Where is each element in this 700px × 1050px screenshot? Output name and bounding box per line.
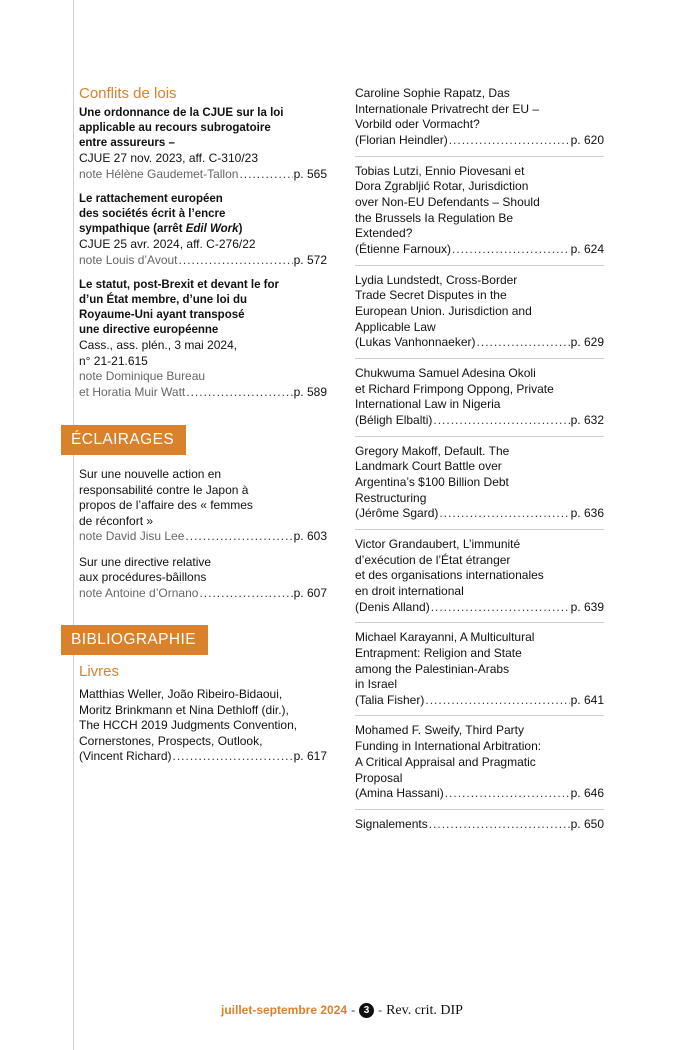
reviewer: (Talia Fisher) <box>355 692 425 707</box>
entry-line: en droit international <box>355 583 464 598</box>
separator: - <box>351 1003 356 1017</box>
note-author: note Louis d’Avout <box>79 252 178 267</box>
case-reference: CJUE 27 nov. 2023, aff. C-310/23 <box>79 151 258 165</box>
toc-entry-636[interactable] <box>355 444 604 530</box>
reviewer-line <box>355 413 604 429</box>
entry-line: International Law in Nigeria <box>355 397 501 412</box>
section-title-conflits: Conflits de lois <box>79 85 177 102</box>
entry-line: Trade Secret Disputes in the <box>355 288 507 303</box>
leader-dots <box>431 600 570 616</box>
page-ref: p. 624 <box>570 242 604 257</box>
section-banner-bibliographie: BIBLIOGRAPHIE <box>61 625 208 655</box>
entry-line: Moritz Brinkmann et Nina Dethloff (dir.), <box>79 702 289 717</box>
title-line: entre assureurs – <box>79 137 175 149</box>
page-ref: p. 629 <box>570 335 604 350</box>
entry-line: et Richard Frimpong Oppong, Private <box>355 381 554 396</box>
page-footer <box>221 1003 463 1019</box>
entry-text <box>355 444 604 507</box>
reviewer: (Amina Hassani) <box>355 786 444 801</box>
reviewer-line <box>79 749 327 765</box>
entry-line: Mohamed F. Sweify, Third Party <box>355 723 524 738</box>
entry-line: among the Palestinian-Arabs <box>355 661 510 676</box>
case-reference: CJUE 25 avr. 2024, aff. C-276/22 <box>79 237 256 251</box>
toc-entry-signalements[interactable] <box>355 817 604 833</box>
reviewer-line <box>355 335 604 351</box>
entry-line: aux procédures-bâillons <box>79 570 207 584</box>
page-ref: p. 565 <box>293 166 327 181</box>
entry-line: over Non-EU Defendants – Should <box>355 195 540 210</box>
reviewer: (Vincent Richard) <box>79 749 172 763</box>
reviewer: (Béligh Elbalti) <box>355 413 433 428</box>
entry-text <box>355 537 604 600</box>
entry-line: Dora Zgrabljić Rotar, Jurisdiction <box>355 179 529 194</box>
toc-entry-629[interactable] <box>355 273 604 359</box>
entry-text <box>355 723 604 786</box>
right-column <box>355 86 604 832</box>
toc-entry-572[interactable] <box>79 192 327 268</box>
entry-line: Chukwuma Samuel Adesina Okoli <box>355 365 536 380</box>
page-ref: p. 641 <box>570 692 604 707</box>
leader-dots <box>172 749 292 765</box>
entry-text <box>355 164 604 243</box>
title-line: d’un État membre, d’une loi du <box>79 294 248 306</box>
toc-entry-639[interactable] <box>355 537 604 623</box>
note-author: note Antoine d’Ornano <box>79 585 199 600</box>
reviewer-line <box>355 786 604 802</box>
page-ref: p. 632 <box>570 413 604 428</box>
entry-line: Applicable Law <box>355 319 436 334</box>
entry-line: Michael Karayanni, A Multicultural <box>355 630 535 645</box>
case-reference <box>79 338 327 369</box>
note-line <box>79 385 327 401</box>
toc-entry-603[interactable] <box>79 467 327 545</box>
leader-dots <box>185 529 292 545</box>
case-name-italic: Edil Work <box>185 223 239 235</box>
entry-line: Caroline Sophie Rapatz, Das <box>355 86 510 100</box>
entry-line: Argentina’s $100 Billion Debt <box>355 474 509 489</box>
section-banner-eclairages: ÉCLAIRAGES <box>61 425 186 455</box>
entry-line: Sur une directive relative <box>79 554 212 569</box>
page-ref: p. 589 <box>293 384 327 399</box>
entry-line: Matthias Weller, João Ribeiro-Bidaoui, <box>79 687 283 701</box>
note-line <box>79 586 327 602</box>
ref-line: Cass., ass. plén., 3 mai 2024, <box>79 338 238 352</box>
title-line <box>79 222 327 237</box>
toc-entry-565[interactable] <box>79 106 327 182</box>
entry-line: Cornerstones, Prospects, Outlook, <box>79 733 263 748</box>
page-ref: p. 572 <box>293 252 327 267</box>
entry-line: Gregory Makoff, Default. The <box>355 443 510 458</box>
journal-name: Rev. crit. DIP <box>386 1003 463 1018</box>
entry-line: in Israel <box>355 677 398 692</box>
page-ref: p. 617 <box>293 749 327 763</box>
note-line <box>79 167 327 183</box>
reviewer-line <box>355 133 604 149</box>
leader-dots <box>429 817 570 833</box>
reviewer-line <box>355 242 604 258</box>
entry-line: Vorbild oder Vormacht? <box>355 117 480 132</box>
toc-entry-641[interactable] <box>355 630 604 716</box>
reviewer-line <box>355 693 604 709</box>
entry-line: Funding in International Arbitration: <box>355 739 542 754</box>
entry-line: responsabilité contre le Japon à <box>79 482 249 497</box>
toc-entry-624[interactable] <box>355 164 604 266</box>
note-author: note David Jisu Lee <box>79 529 185 543</box>
page-ref: p. 603 <box>293 529 327 543</box>
entry-line: Landmark Court Battle over <box>355 459 502 474</box>
title-text: ) <box>238 223 243 235</box>
entry-line: Entrapment: Religion and State <box>355 645 522 660</box>
entry-title <box>79 106 327 151</box>
entry-line: propos de l’affaire des « femmes <box>79 498 253 512</box>
entry-title <box>79 192 327 237</box>
leader-dots <box>477 335 570 351</box>
note-author: note Dominique Bureau <box>79 369 206 383</box>
leader-dots <box>439 506 569 522</box>
reviewer: (Florian Heindler) <box>355 133 448 148</box>
title-line: des sociétés écrit à l’encre <box>79 208 226 220</box>
title-line: Royaume-Uni ayant transposé <box>79 309 245 321</box>
reviewer: (Lukas Vanhonnaeker) <box>355 335 476 350</box>
leader-dots <box>239 167 292 183</box>
reviewer: (Denis Alland) <box>355 599 430 614</box>
entry-line: Restructuring <box>355 490 427 505</box>
leader-dots <box>449 133 570 149</box>
title-text: sympathique (arrêt <box>79 223 186 235</box>
page-number-badge: 3 <box>359 1003 374 1018</box>
entry-line: de réconfort » <box>79 513 154 528</box>
separator: - <box>378 1003 383 1017</box>
reviewer-line <box>355 506 604 522</box>
entry-line: the Brussels Ia Regulation Be <box>355 210 514 225</box>
page-ref: p. 646 <box>570 786 604 801</box>
toc-entry-589[interactable] <box>79 278 327 400</box>
entry-line: Proposal <box>355 770 403 785</box>
leader-dots <box>186 385 292 401</box>
page-ref: p. 650 <box>570 816 604 831</box>
issue-date: juillet-septembre 2024 <box>221 1003 348 1017</box>
entry-text <box>355 86 604 133</box>
page-ref: p. 620 <box>570 133 604 148</box>
title-line: Le statut, post-Brexit et devant le for <box>79 279 280 291</box>
title-line: une directive européenne <box>79 324 219 336</box>
note-author: et Horatia Muir Watt <box>79 384 186 399</box>
entry-line: Extended? <box>355 226 413 241</box>
title-line: applicable au recours subrogatoire <box>79 122 271 134</box>
leader-dots <box>452 242 570 258</box>
entry-text <box>355 630 604 693</box>
toc-entry-646[interactable] <box>355 723 604 809</box>
margin-rule <box>73 0 74 1050</box>
note-author: note Hélène Gaudemet-Tallon <box>79 166 239 181</box>
leader-dots <box>425 693 569 709</box>
entry-text <box>355 273 604 336</box>
toc-entry-632[interactable] <box>355 366 604 437</box>
reviewer: (Étienne Farnoux) <box>355 242 452 257</box>
entry-line: Lydia Lundstedt, Cross-Border <box>355 272 518 287</box>
page-ref: p. 636 <box>570 506 604 521</box>
entry-line: Victor Grandaubert, L’immunité <box>355 536 521 551</box>
entry-line: Internationale Privatrecht der EU – <box>355 101 540 116</box>
reviewer-line <box>355 600 604 616</box>
toc-entry-607[interactable] <box>79 555 327 602</box>
toc-entry-620[interactable] <box>355 86 604 157</box>
entry-line: Tobias Lutzi, Ennio Piovesani et <box>355 163 525 178</box>
title-line: Une ordonnance de la CJUE sur la loi <box>79 107 284 119</box>
signalements-label: Signalements <box>355 816 428 831</box>
entry-line: Sur une nouvelle action en <box>79 467 222 481</box>
entry-text <box>355 366 604 413</box>
entry-line: European Union. Jurisdiction and <box>355 304 532 319</box>
entry-line: et des organisations internationales <box>355 568 544 583</box>
reviewer: (Jérôme Sgard) <box>355 506 439 521</box>
left-column <box>71 85 327 775</box>
leader-dots <box>199 586 292 602</box>
section-title-livres: Livres <box>79 663 120 680</box>
leader-dots <box>433 413 569 429</box>
entry-title <box>79 278 327 338</box>
ref-line: n° 21-21.615 <box>79 353 148 368</box>
entry-line: The HCCH 2019 Judgments Convention, <box>79 718 298 732</box>
note-line <box>79 253 327 269</box>
page-ref: p. 639 <box>570 599 604 614</box>
toc-entry-617[interactable] <box>79 687 327 765</box>
leader-dots <box>179 253 293 269</box>
note-line <box>79 529 327 545</box>
entry-line: A Critical Appraisal and Pragmatic <box>355 754 536 769</box>
title-line: Le rattachement européen <box>79 193 223 205</box>
leader-dots <box>445 786 570 802</box>
page-ref: p. 607 <box>293 585 327 600</box>
entry-line: d’exécution de l’État étranger <box>355 552 511 567</box>
